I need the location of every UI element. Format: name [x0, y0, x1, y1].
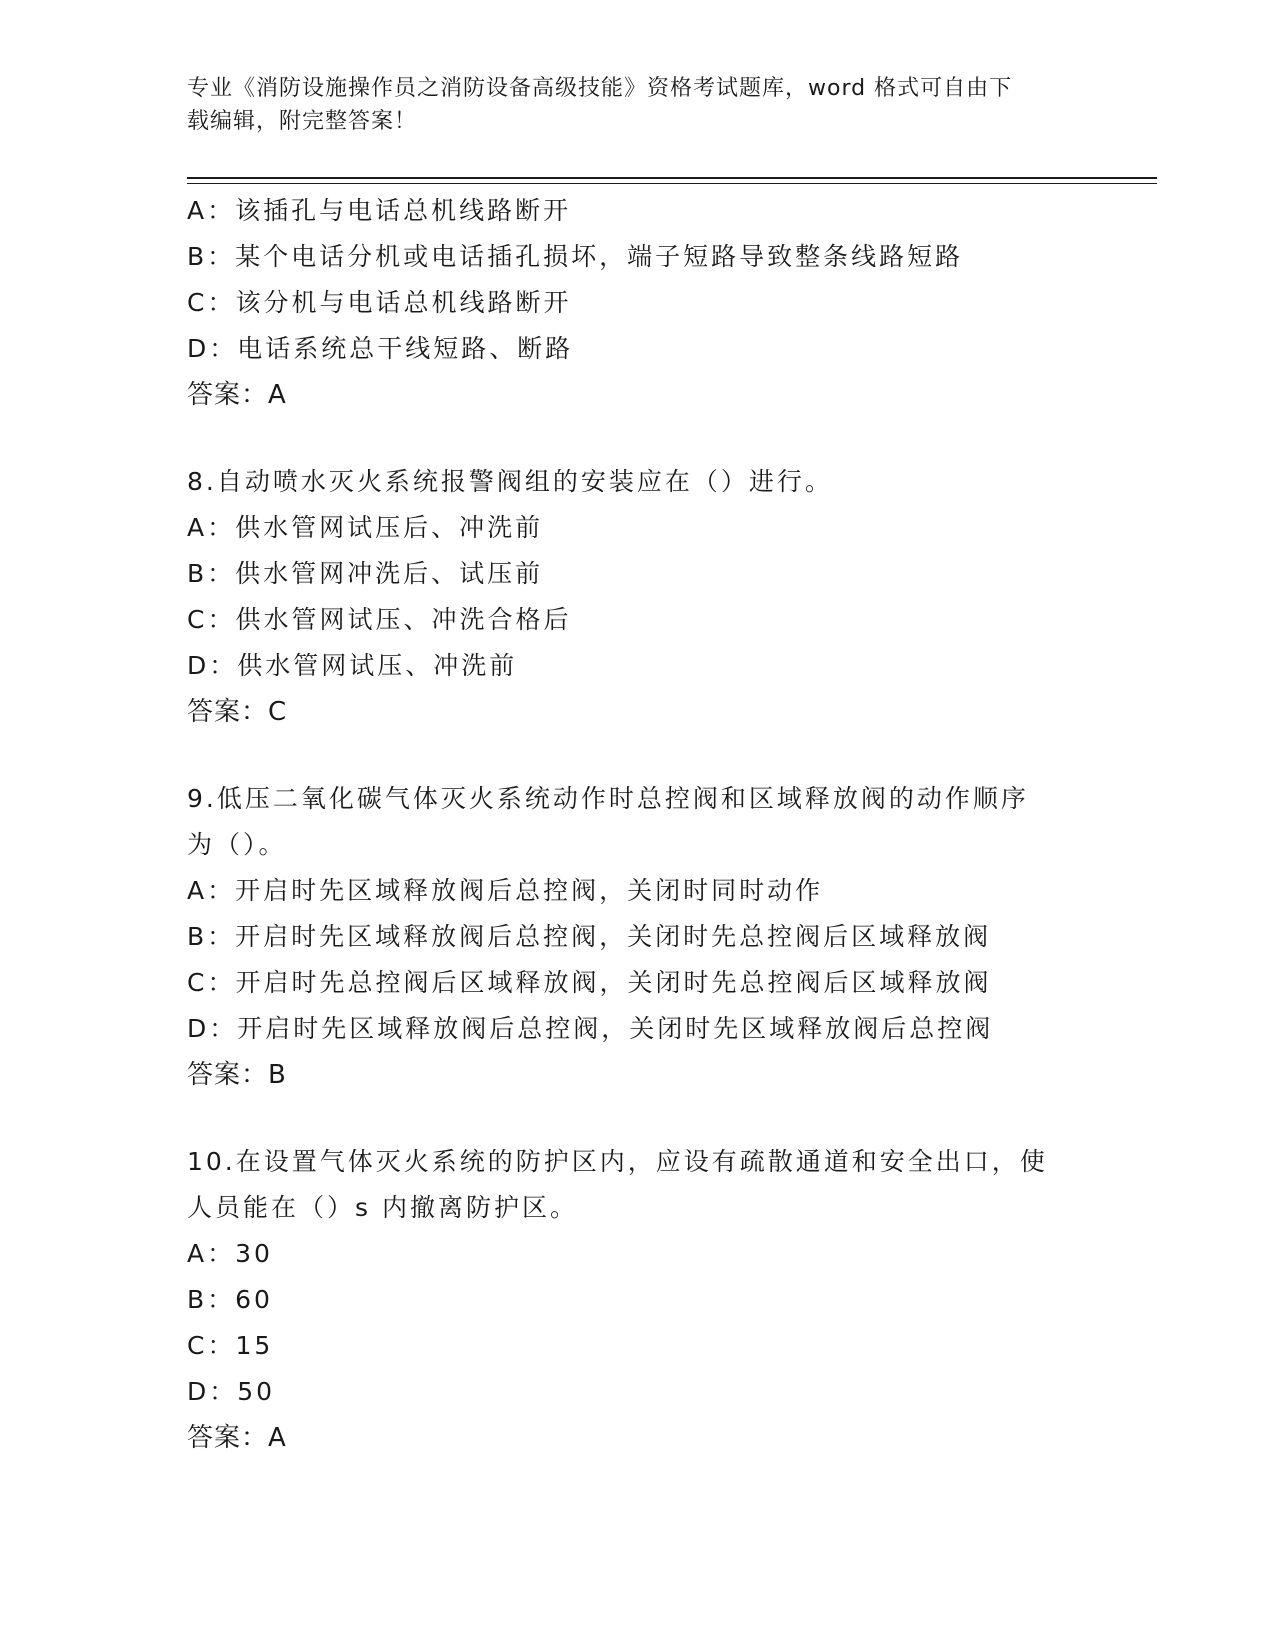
- document-header: [187, 72, 1087, 138]
- option-d: D：电话系统总干线短路、断路: [187, 334, 574, 363]
- option-b: B：60: [187, 1285, 273, 1314]
- option-c: C：供水管网试压、冲洗合格后: [187, 605, 572, 634]
- answer: 答案：B: [187, 1060, 287, 1090]
- header-divider-thick: [187, 177, 1157, 179]
- option-c: C：该分机与电话总机线路断开: [187, 288, 572, 317]
- option-b: B：开启时先区域释放阀后总控阀，关闭时先总控阀后区域释放阀: [187, 922, 992, 951]
- spacer: [187, 1098, 1127, 1139]
- option-d: D：50: [187, 1377, 276, 1406]
- option-d: D：开启时先区域释放阀后总控阀，关闭时先区域释放阀后总控阀: [187, 1014, 994, 1043]
- header-divider-thin: [187, 183, 1157, 184]
- question-text-line-1: 9.低压二氧化碳气体灭火系统动作时总控阀和区域释放阀的动作顺序: [187, 784, 1029, 813]
- answer: 答案：A: [187, 1423, 287, 1453]
- question-text-line-1: 10.在设置气体灭火系统的防护区内，应设有疏散通道和安全出口，使: [187, 1147, 1048, 1176]
- spacer: [187, 735, 1127, 776]
- question-text: 8.自动喷水灭火系统报警阀组的安装应在（）进行。: [187, 467, 833, 496]
- question-8: [187, 459, 1127, 735]
- option-d: D：供水管网试压、冲洗前: [187, 651, 518, 680]
- option-a: A：供水管网试压后、冲洗前: [187, 513, 544, 542]
- question-7: [187, 188, 1127, 418]
- option-c: C：15: [187, 1331, 274, 1360]
- option-a: A：30: [187, 1239, 273, 1268]
- header-line-1: 专业《消防设施操作员之消防设备高级技能》资格考试题库，word 格式可自由下: [187, 76, 1013, 101]
- question-text-line-2: 人员能在（）s 内撤离防护区。: [187, 1193, 578, 1222]
- option-a: A：该插孔与电话总机线路断开: [187, 196, 572, 225]
- answer: 答案：A: [187, 380, 287, 410]
- spacer: [187, 418, 1127, 459]
- option-c: C：开启时先总控阀后区域释放阀，关闭时先总控阀后区域释放阀: [187, 968, 992, 997]
- option-a: A：开启时先区域释放阀后总控阀，关闭时同时动作: [187, 876, 824, 905]
- option-b: B：某个电话分机或电话插孔损坏，端子短路导致整条线路短路: [187, 242, 964, 271]
- question-list: [187, 188, 1127, 1461]
- option-b: B：供水管网冲洗后、试压前: [187, 559, 544, 588]
- header-line-2: 载编辑，附完整答案！: [187, 109, 418, 134]
- question-10: [187, 1139, 1127, 1461]
- question-9: [187, 776, 1127, 1098]
- answer: 答案：C: [187, 697, 288, 727]
- question-text-line-2: 为（）。: [187, 830, 287, 859]
